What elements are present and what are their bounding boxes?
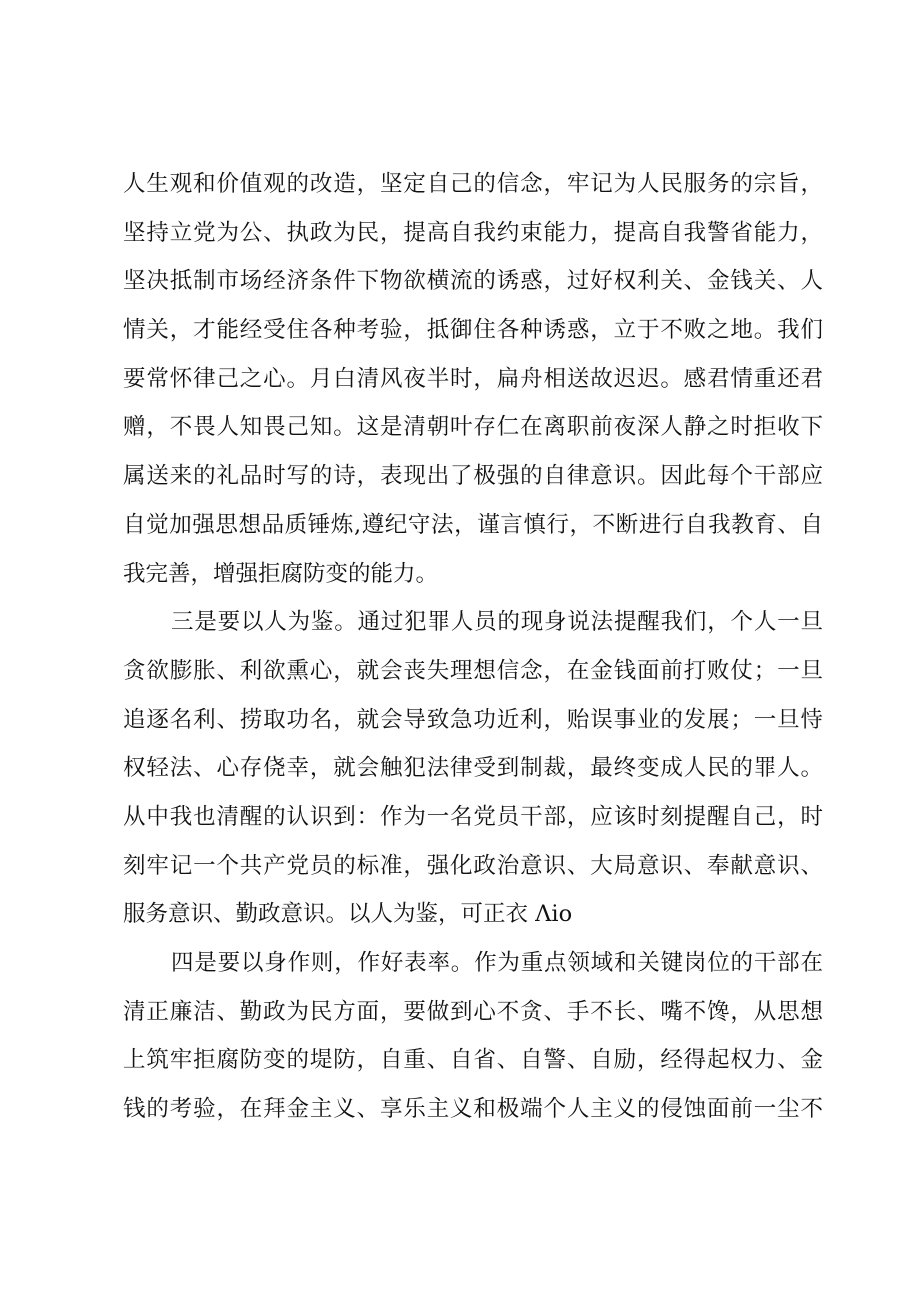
paragraph-line: 四是要以身作则，作好表率。作为重点领域和关键岗位的干部在 xyxy=(171,950,823,976)
paragraph-line: 我完善，增强拒腐防变的能力。 xyxy=(123,560,439,587)
paragraph-line: 从中我也清醒的认识到：作为一名党员干部，应该时刻提醒自己，时 xyxy=(123,803,823,830)
document-body xyxy=(123,160,823,1134)
paragraph-line: 刻牢记一个共产党员的标准，强化政治意识、大局意识、奉献意识、 xyxy=(123,852,823,879)
paragraph-line: 赠，不畏人知畏己知。这是清朝叶存仁在离职前夜深人静之时拒收下 xyxy=(123,414,823,441)
paragraph-line: 上筑牢拒腐防变的堤防，自重、自省、自警、自励，经得起权力、金 xyxy=(123,1047,823,1074)
paragraph-line: 属送来的礼品时写的诗，表现出了极强的自律意识。因此每个干部应 xyxy=(123,463,823,490)
paragraph-line: 人生观和价值观的改造，坚定自己的信念，牢记为人民服务的宗旨， xyxy=(123,171,823,197)
paragraph-line: 清正廉洁、勤政为民方面，要做到心不贪、手不长、嘴不馋，从思想 xyxy=(123,998,823,1025)
paragraph-line: 要常怀律己之心。月白清风夜半时，扁舟相送故迟迟。感君情重还君 xyxy=(123,365,823,392)
paragraph-line: 自觉加强思想品质锤炼,遵纪守法，谨言慎行，不断进行自我教育、自 xyxy=(123,511,823,538)
paragraph-3 xyxy=(123,939,823,1134)
paragraph-line: 三是要以人为鉴。通过犯罪人员的现身说法提醒我们，个人一旦 xyxy=(171,609,823,636)
paragraph-line: 坚决抵制市场经济条件下物欲横流的诱惑，过好权利关、金钱关、人 xyxy=(123,268,823,295)
paragraph-line: 服务意识、勤政意识。以人为鉴，可正衣 Λio xyxy=(123,901,573,928)
paragraph-line: 坚持立党为公、执政为民，提高自我约束能力，提高自我警省能力， xyxy=(123,219,823,246)
paragraph-line: 钱的考验，在拜金主义、享乐主义和极端个人主义的侵蚀面前一尘不 xyxy=(123,1096,823,1123)
paragraph-line: 情关，才能经受住各种考验，抵御住各种诱惑，立于不败之地。我们 xyxy=(123,317,823,344)
paragraph-line: 贪欲膨胀、利欲熏心，就会丧失理想信念，在金钱面前打败仗；一旦 xyxy=(123,657,823,684)
paragraph-line: 权轻法、心存侥幸，就会触犯法律受到制裁，最终变成人民的罪人。 xyxy=(123,755,823,782)
paragraph-2 xyxy=(123,598,823,939)
paragraph-line: 追逐名利、捞取功名，就会导致急功近利，贻误事业的发展；一旦恃 xyxy=(123,706,823,733)
paragraph-1 xyxy=(123,160,823,598)
